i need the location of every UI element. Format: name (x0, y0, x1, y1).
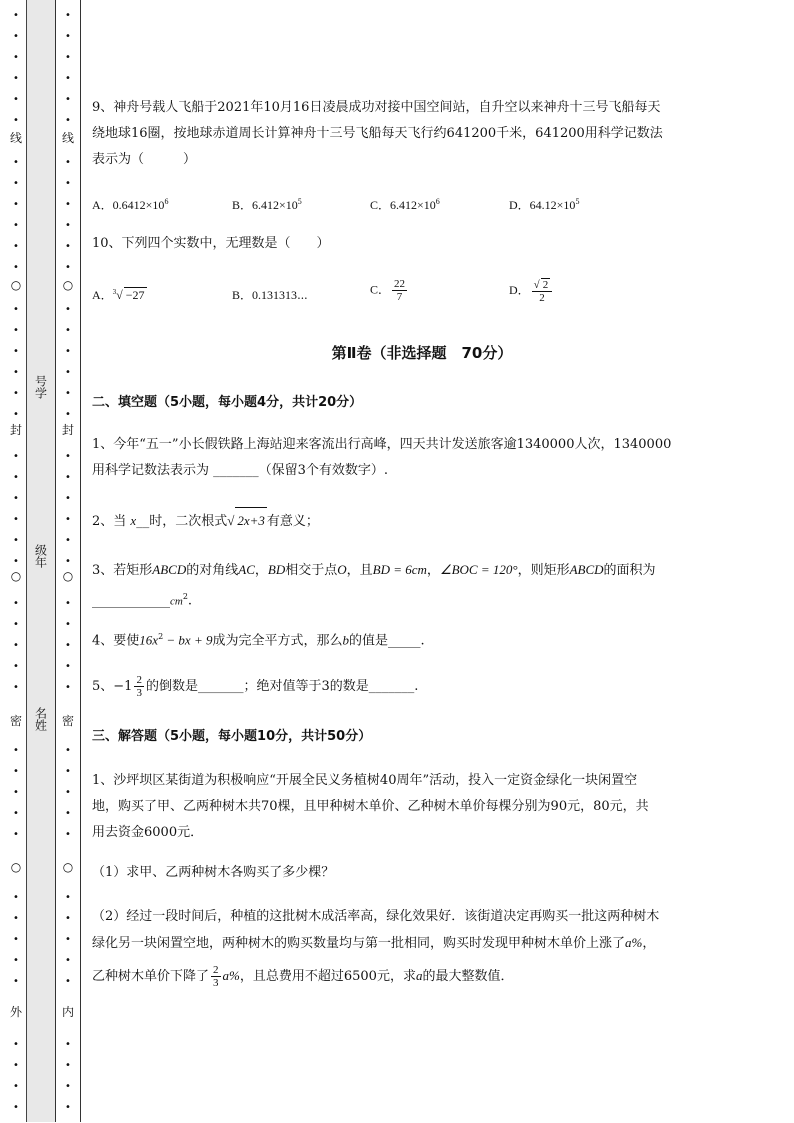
outer-dot: • (13, 976, 19, 987)
inner-mark-edge: 内 (61, 1005, 74, 1019)
inner-dot: • (65, 934, 71, 945)
inner-dot: • (65, 220, 71, 231)
inner-dot: • (65, 52, 71, 63)
outer-dot: • (13, 31, 19, 42)
q9-stem-line3: 表示为（ ） (92, 152, 197, 167)
outer-dot: • (13, 472, 19, 483)
solve-q1-sub2-line3: 乙种树木单价下降了 $\frac{2}{3}$ a%，且总费用不超过6500元，求a的最大整数值． (92, 964, 514, 989)
inner-dot: • (65, 73, 71, 84)
outer-dot: • (13, 1039, 19, 1050)
outer-dot: • (13, 52, 19, 63)
inner-dot: • (65, 31, 71, 42)
outer-dot: • (13, 220, 19, 231)
q9-option-d: D．$64.12\times 10^5$ (509, 197, 580, 212)
outer-dot: • (13, 682, 19, 693)
outer-mark-circle: ○ (10, 860, 22, 874)
inner-dot: • (65, 619, 71, 630)
inner-dot: • (65, 493, 71, 504)
inner-dot: • (65, 451, 71, 462)
inner-dot: • (65, 1039, 71, 1050)
inner-dot: • (65, 808, 71, 819)
outer-dot: • (13, 514, 19, 525)
fill-q1-line2: 用科学记数法表示为 _______（保留3个有效数字）. (92, 463, 389, 478)
inner-dot: • (65, 241, 71, 252)
outer-dot: • (13, 73, 19, 84)
outer-dot: • (13, 10, 19, 21)
inner-dot: • (65, 367, 71, 378)
outer-dot: • (13, 1081, 19, 1092)
q10-option-b: B．0.131313⋯ (232, 288, 308, 302)
outer-dot: • (13, 619, 19, 630)
outer-dot: • (13, 94, 19, 105)
inner-dot: • (65, 199, 71, 210)
outer-seal-marks (6, 0, 26, 1123)
q10-option-a: A．$^3$√ −27 (92, 288, 145, 302)
outer-dot: • (13, 598, 19, 609)
fill-q2: 2、当 x__时，二次根式√ 2x+3 有意义； (92, 507, 752, 534)
inner-dot: • (65, 661, 71, 672)
outer-dot: • (13, 1060, 19, 1071)
outer-dot: • (13, 199, 19, 210)
inner-mark-circle: ○ (62, 278, 74, 292)
q9-stem-line2: 绕地球16圈，按地球赤道周长计算神舟十三号飞船每天飞行约641200千米，641200用科学记数法 (92, 126, 663, 141)
inner-dot: • (65, 829, 71, 840)
inner-dot: • (65, 157, 71, 168)
field-student-number-label: 号学 (33, 375, 48, 399)
inner-dot: • (65, 556, 71, 567)
inner-dot: • (65, 178, 71, 189)
inner-dot: • (65, 976, 71, 987)
solve-q1-line1: 1、沙坪坝区某街道为积极响应“开展全民义务植树40周年”活动，投入一定资金绿化一块闲置空 (92, 773, 638, 788)
inner-mark-circle: ○ (62, 860, 74, 874)
inner-dot: • (65, 514, 71, 525)
outer-dot: • (13, 955, 19, 966)
inner-dot: • (65, 262, 71, 273)
inner-dot: • (65, 766, 71, 777)
outer-dot: • (13, 808, 19, 819)
fill-q3-line1: 3、若矩形ABCD的对角线AC，BD相交于点O，且BD = 6cm，∠BOC = 120°，则矩形ABCD的面积为 (92, 562, 656, 578)
q9-option-a: A．$0.6412\times 10^6$ (92, 197, 169, 212)
inner-dot: • (65, 1102, 71, 1113)
outer-dot: • (13, 346, 19, 357)
outer-dot: • (13, 829, 19, 840)
fill-q3-line2: $\_\_\_\_\_\_\_\_\_\_\_\_cm^2$. (92, 592, 193, 609)
outer-dot: • (13, 745, 19, 756)
margin-rule-right (80, 0, 81, 1122)
outer-dot: • (13, 766, 19, 777)
inner-dot: • (65, 409, 71, 420)
outer-dot: • (13, 640, 19, 651)
outer-dot: • (13, 535, 19, 546)
outer-mark-circle: ○ (10, 278, 22, 292)
inner-dot: • (65, 325, 71, 336)
inner-dot: • (65, 598, 71, 609)
outer-dot: • (13, 367, 19, 378)
outer-dot: • (13, 892, 19, 903)
outer-dot: • (13, 304, 19, 315)
inner-dot: • (65, 892, 71, 903)
outer-dot: • (13, 661, 19, 672)
outer-dot: • (13, 241, 19, 252)
outer-dot: • (13, 325, 19, 336)
outer-dot: • (13, 262, 19, 273)
inner-seal-marks (58, 0, 78, 1123)
outer-dot: • (13, 451, 19, 462)
inner-mark-circle: ○ (62, 569, 74, 583)
solve-q1-sub2-line2: 绿化另一块闲置空地，两种树木的购买数量均与第一批相同，购买时发现甲种树木单价上涨了a%， (92, 935, 656, 951)
solve-section-heading: 三、解答题（5小题，每小题10分，共计50分） (92, 729, 372, 744)
outer-mark-circle: ○ (10, 569, 22, 583)
inner-dot: • (65, 304, 71, 315)
field-name-label: 名姓 (33, 707, 48, 731)
q9-stem-line1: 9、神舟号载人飞船于2021年10月16日凌晨成功对接中国空间站，自升空以来神舟十三号飞船每天 (92, 100, 661, 115)
outer-mark-line: 线 (9, 131, 22, 145)
inner-dot: • (65, 682, 71, 693)
q10-stem: 10、下列四个实数中，无理数是（ ） (92, 236, 330, 251)
fill-q1-line1: 1、今年“五一”小长假铁路上海站迎来客流出行高峰，四天共计发送旅客逾1340000人次，1340000 (92, 437, 672, 452)
binding-margin (0, 0, 82, 1123)
solve-q1-line2: 地，购买了甲、乙两种树木共70棵，且甲种树木单价、乙种树木单价每棵分别为90元，80元，共 (92, 799, 649, 814)
inner-dot: • (65, 1081, 71, 1092)
outer-dot: • (13, 934, 19, 945)
inner-mark-secret: 密 (61, 714, 74, 728)
inner-mark-line: 线 (61, 131, 74, 145)
outer-dot: • (13, 157, 19, 168)
inner-dot: • (65, 94, 71, 105)
outer-dot: • (13, 388, 19, 399)
outer-mark-secret: 密 (9, 714, 22, 728)
margin-rule-left (55, 0, 56, 1122)
inner-dot: • (65, 1060, 71, 1071)
solve-q1-sub2-line1: （2）经过一段时间后，种植的这批树木成活率高，绿化效果好．该街道决定再购买一批这两种树木 (92, 909, 660, 924)
field-class-label: 级年 (33, 544, 48, 568)
inner-dot: • (65, 745, 71, 756)
outer-dot: • (13, 178, 19, 189)
inner-mark-seal: 封 (61, 423, 74, 437)
outer-dot: • (13, 493, 19, 504)
inner-dot: • (65, 10, 71, 21)
inner-dot: • (65, 913, 71, 924)
inner-dot: • (65, 640, 71, 651)
outer-dot: • (13, 1102, 19, 1113)
outer-dot: • (13, 913, 19, 924)
outer-dot: • (13, 556, 19, 567)
solve-q1-line3: 用去资金6000元． (92, 825, 204, 840)
q10-option-c: C． $\frac{22}{7}$ (370, 278, 406, 303)
fill-q4: 4、要使$16x^2$ − bx + 9成为完全平方式，那么b的值是_____. (92, 632, 425, 649)
inner-dot: • (65, 472, 71, 483)
outer-dot: • (13, 115, 19, 126)
fill-section-heading: 二、填空题（5小题，每小题4分，共计20分） (92, 395, 363, 410)
inner-dot: • (65, 346, 71, 357)
part2-title: 第Ⅱ卷（非选择题 70分） (331, 344, 513, 362)
q9-option-c: C．$6.412\times 10^6$ (370, 197, 440, 212)
outer-mark-edge: 外 (9, 1005, 22, 1019)
outer-dot: • (13, 409, 19, 420)
inner-dot: • (65, 115, 71, 126)
inner-dot: • (65, 787, 71, 798)
fill-q5: 5、−1 $\frac{2}{3}$ 的倒数是_______；绝对值等于3的数是_______. (92, 674, 419, 699)
outer-mark-seal: 封 (9, 423, 22, 437)
outer-dot: • (13, 787, 19, 798)
inner-dot: • (65, 535, 71, 546)
inner-dot: • (65, 388, 71, 399)
solve-q1-sub1: （1）求甲、乙两种树木各购买了多少棵？ (92, 865, 335, 880)
inner-dot: • (65, 955, 71, 966)
q9-option-b: B．$6.412\times 10^5$ (232, 197, 302, 212)
q10-option-d: D． $\frac{√ 2}{2}$ (509, 278, 554, 304)
